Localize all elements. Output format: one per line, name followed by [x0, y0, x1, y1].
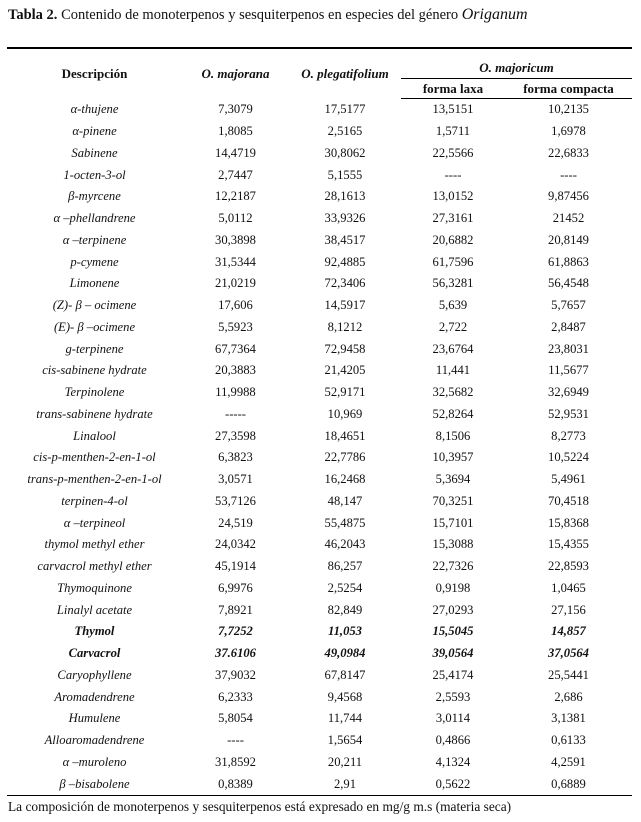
table-row — [7, 186, 632, 208]
table-row — [7, 708, 632, 730]
compound-name: β –bisabolene — [7, 773, 182, 795]
table-row — [7, 404, 632, 426]
value-forma-laxa: 8,1506 — [435, 428, 471, 443]
value-forma-laxa: 5,3694 — [435, 472, 471, 487]
compound-name: Linalool — [73, 428, 116, 443]
value-forma-laxa: 0,5622 — [401, 773, 505, 795]
value-o-majorana: 21,0219 — [215, 276, 256, 291]
value-o-plegatifolium: 28,1613 — [324, 189, 366, 204]
value-forma-compacta: 61,8863 — [548, 254, 589, 269]
header-o-majoricum: O. majoricum — [401, 48, 632, 79]
value-forma-compacta: 2,686 — [554, 689, 583, 704]
value-forma-compacta: 37,0564 — [548, 646, 589, 661]
value-forma-laxa: 32,5682 — [432, 385, 474, 400]
value-o-plegatifolium: 20,211 — [327, 754, 363, 769]
caption-label: Tabla 2. — [8, 7, 58, 23]
value-forma-compacta: 2,8487 — [551, 319, 586, 334]
value-forma-compacta: 14,857 — [551, 624, 586, 639]
value-o-majorana: 31,5344 — [215, 254, 256, 269]
value-forma-compacta: 5,4961 — [551, 472, 586, 487]
value-o-majorana: 24,519 — [218, 515, 253, 530]
value-forma-compacta: 25,5441 — [548, 667, 589, 682]
compound-name: Limonene — [69, 276, 120, 291]
compound-name: α –terpineol — [63, 515, 126, 530]
value-o-majorana: 1,8085 — [218, 124, 253, 139]
value-o-plegatifolium: 18,4651 — [324, 428, 366, 443]
value-forma-compacta: 10,5224 — [548, 450, 589, 465]
value-forma-laxa: 0,4866 — [435, 733, 471, 748]
value-forma-laxa: 22,7326 — [432, 559, 474, 574]
value-forma-compacta: 70,4518 — [548, 493, 589, 508]
value-forma-laxa: ---- — [444, 167, 462, 182]
compound-name: Aromadendrene — [54, 689, 135, 704]
value-o-majorana: 17,606 — [218, 298, 253, 313]
value-forma-compacta: 1,6978 — [551, 124, 586, 139]
table-row — [7, 121, 632, 143]
value-o-plegatifolium: 48,147 — [327, 493, 363, 508]
compound-name: Sabinene — [71, 145, 118, 160]
value-forma-laxa: 56,3281 — [432, 276, 474, 291]
compound-name: (E)- β –ocimene — [53, 319, 136, 334]
value-o-majorana: 6,2333 — [218, 689, 253, 704]
value-o-majorana: 24,0342 — [215, 537, 256, 552]
table-row — [7, 425, 632, 447]
value-forma-laxa: 2,722 — [438, 319, 468, 334]
value-o-majorana: 20,3883 — [215, 363, 256, 378]
value-o-majorana: 31,8592 — [215, 754, 256, 769]
value-forma-laxa: 4,1324 — [435, 754, 471, 769]
value-o-majorana: 7,7252 — [218, 624, 253, 639]
value-o-majorana: ---- — [227, 733, 244, 748]
table-row — [7, 730, 632, 752]
value-forma-compacta: 23,8031 — [548, 341, 589, 356]
compound-name: cis-sabinene hydrate — [42, 363, 147, 378]
value-o-plegatifolium: 72,3406 — [324, 276, 366, 291]
header-forma-laxa: forma laxa — [401, 79, 505, 99]
compound-name: cis-p-menthen-2-en-1-ol — [33, 450, 156, 465]
compound-name: Terpinolene — [64, 385, 125, 400]
value-o-majorana: 30,3898 — [215, 232, 256, 247]
header-description: Descripción — [61, 65, 128, 81]
value-forma-laxa: 0,9198 — [435, 580, 471, 595]
value-forma-laxa: 25,4174 — [432, 667, 474, 682]
compound-name: carvacrol methyl ether — [37, 559, 152, 574]
compound-name: β-myrcene — [68, 189, 121, 204]
value-forma-compacta: 11,5677 — [548, 363, 589, 378]
value-o-majorana: 27,3598 — [215, 428, 256, 443]
value-forma-laxa: 61,7596 — [432, 254, 474, 269]
value-o-majorana: 11,9988 — [215, 385, 256, 400]
compound-name: p-cymene — [70, 254, 119, 269]
value-o-plegatifolium: 5,1555 — [327, 167, 363, 182]
value-forma-laxa: 1,5711 — [435, 124, 471, 139]
value-o-plegatifolium: 2,5254 — [327, 580, 363, 595]
value-o-plegatifolium: 82,849 — [327, 602, 363, 617]
value-o-plegatifolium: 46,2043 — [324, 537, 366, 552]
value-o-majorana: 5,8054 — [218, 711, 253, 726]
value-forma-compacta: 21452 — [552, 211, 585, 226]
value-forma-compacta: 22,6833 — [548, 145, 589, 160]
compound-name: α –muroleno — [62, 754, 127, 769]
table-row — [7, 469, 632, 491]
compound-name: trans-p-menthen-2-en-1-ol — [27, 472, 162, 487]
value-o-plegatifolium: 92,4885 — [324, 254, 366, 269]
value-forma-compacta: 3,1381 — [551, 711, 586, 726]
value-forma-compacta: 0,6133 — [551, 733, 586, 748]
value-forma-laxa: 13,0152 — [432, 189, 474, 204]
value-forma-compacta: ---- — [560, 167, 577, 182]
value-forma-laxa: 15,7101 — [432, 515, 474, 530]
table-row — [7, 621, 632, 643]
value-forma-compacta: 9,87456 — [548, 189, 589, 204]
value-o-plegatifolium: 52,9171 — [324, 385, 366, 400]
table-row — [7, 556, 632, 578]
composition-table — [7, 47, 632, 796]
value-o-majorana: 5,5923 — [218, 319, 253, 334]
value-o-majorana: 14,4719 — [215, 145, 256, 160]
value-forma-laxa: 52,8264 — [432, 406, 474, 421]
compound-name: Alloaromadendrene — [44, 733, 145, 748]
compound-name: Carvacrol — [68, 646, 121, 661]
table-row — [7, 665, 632, 687]
compound-name: α-thujene — [70, 102, 119, 117]
value-o-plegatifolium: 14,5917 — [324, 298, 366, 313]
value-forma-laxa: 20,6882 — [432, 232, 474, 247]
table-row — [7, 338, 632, 360]
table-body — [7, 99, 632, 796]
compound-name: Linalyl acetate — [56, 602, 133, 617]
compound-name: 1-octen-3-ol — [63, 167, 126, 182]
compound-name: trans-sabinene hydrate — [36, 406, 153, 421]
table-row — [7, 686, 632, 708]
value-forma-compacta: 10,2135 — [548, 102, 589, 117]
value-o-majorana: 7,8921 — [218, 602, 253, 617]
value-o-majorana: 37,9032 — [215, 667, 256, 682]
table-footnote: La composición de monoterpenos y sesquiterpenos está expresado en mg/g m.s (materia seca) — [8, 799, 512, 814]
value-o-plegatifolium: 38,4517 — [324, 232, 366, 247]
value-o-majorana: ----- — [225, 406, 246, 421]
value-forma-compacta: 20,8149 — [548, 232, 589, 247]
table-row — [7, 251, 632, 273]
value-forma-laxa: 5,639 — [438, 298, 468, 313]
value-o-majorana: 2,7447 — [218, 167, 253, 182]
table-row — [7, 360, 632, 382]
value-o-plegatifolium: 21,4205 — [324, 363, 366, 378]
value-o-majorana: 12,2187 — [215, 189, 256, 204]
value-o-majorana: 3,0571 — [218, 472, 253, 487]
table-row — [7, 273, 632, 295]
compound-name: α –phellandrene — [53, 211, 136, 226]
table-row — [7, 447, 632, 469]
caption-text: Contenido de monoterpenos y sesquiterpenos en especies del género — [61, 7, 459, 23]
value-forma-compacta: 56,4548 — [548, 276, 589, 291]
value-forma-laxa: 27,3161 — [432, 211, 474, 226]
value-o-plegatifolium: 11,053 — [328, 624, 362, 639]
value-forma-laxa: 39,0564 — [432, 646, 474, 661]
value-forma-compacta: 5,7657 — [551, 298, 586, 313]
header-o-plegatifolium: O. plegatifolium — [301, 65, 389, 81]
table-row — [7, 534, 632, 556]
table-row — [7, 382, 632, 404]
compound-name: α-pinene — [72, 124, 117, 139]
value-o-plegatifolium: 2,91 — [289, 773, 401, 795]
value-o-plegatifolium: 2,5165 — [327, 124, 363, 139]
value-forma-laxa: 11,441 — [435, 363, 471, 378]
value-o-plegatifolium: 72,9458 — [324, 341, 366, 356]
value-forma-compacta: 15,8368 — [548, 515, 589, 530]
table-row — [7, 143, 632, 165]
value-o-majorana: 6,3823 — [218, 450, 253, 465]
compound-name: terpinen-4-ol — [61, 493, 128, 508]
value-forma-laxa: 13,5151 — [432, 102, 474, 117]
compound-name: (Z)- β – ocimene — [52, 298, 137, 313]
value-o-majorana: 7,3079 — [218, 102, 253, 117]
value-forma-compacta: 22,8593 — [548, 559, 589, 574]
table-row — [7, 752, 632, 774]
value-forma-laxa: 3,0114 — [435, 711, 471, 726]
compound-name: Caryophyllene — [57, 667, 132, 682]
table-row — [7, 317, 632, 339]
value-forma-laxa: 23,6764 — [432, 341, 474, 356]
value-o-plegatifolium: 22,7786 — [324, 450, 366, 465]
value-o-plegatifolium: 55,4875 — [324, 515, 366, 530]
caption-genus: Origanum — [461, 6, 528, 23]
value-o-majorana: 37.6106 — [215, 646, 256, 661]
value-o-plegatifolium: 33,9326 — [324, 211, 366, 226]
table-caption — [8, 6, 528, 24]
value-forma-laxa: 22,5566 — [432, 145, 474, 160]
value-forma-laxa: 15,5045 — [432, 624, 474, 639]
header-forma-compacta: forma compacta — [505, 79, 632, 99]
value-o-plegatifolium: 11,744 — [327, 711, 363, 726]
value-forma-compacta: 27,156 — [551, 602, 586, 617]
table-row — [7, 99, 632, 121]
value-o-plegatifolium: 30,8062 — [324, 145, 366, 160]
header-o-majorana: O. majorana — [201, 65, 270, 81]
value-o-plegatifolium: 67,8147 — [324, 667, 366, 682]
value-o-majorana: 6,9976 — [218, 580, 253, 595]
table-row — [7, 295, 632, 317]
compound-name: Thymoquinone — [57, 580, 132, 595]
table-row — [7, 208, 632, 230]
value-o-plegatifolium: 8,1212 — [327, 319, 363, 334]
table-row — [7, 599, 632, 621]
value-forma-compacta: 8,2773 — [551, 428, 586, 443]
table-row — [7, 512, 632, 534]
value-o-majorana: 45,1914 — [215, 559, 256, 574]
table-row — [7, 164, 632, 186]
value-forma-laxa: 70,3251 — [432, 493, 474, 508]
value-o-plegatifolium: 1,5654 — [327, 733, 363, 748]
value-forma-compacta: 4,2591 — [551, 754, 586, 769]
value-forma-compacta: 32,6949 — [548, 385, 589, 400]
table-row — [7, 643, 632, 665]
compound-name: thymol methyl ether — [44, 537, 145, 552]
value-forma-laxa: 27,0293 — [432, 602, 474, 617]
compound-name: Humulene — [68, 711, 121, 726]
value-o-plegatifolium: 49,0984 — [324, 646, 366, 661]
compound-name: g-terpinene — [65, 341, 124, 356]
value-o-plegatifolium: 16,2468 — [324, 472, 366, 487]
value-o-plegatifolium: 86,257 — [327, 559, 363, 574]
compound-name: α –terpinene — [62, 232, 127, 247]
value-o-majorana: 67,7364 — [215, 341, 256, 356]
value-forma-compacta: 52,9531 — [548, 406, 589, 421]
table-row — [7, 491, 632, 513]
value-forma-laxa: 2,5593 — [435, 689, 471, 704]
value-o-plegatifolium: 10,969 — [327, 406, 363, 421]
value-forma-compacta: 0,6889 — [505, 773, 632, 795]
compound-name: Thymol — [74, 624, 115, 639]
value-o-majorana: 53,7126 — [215, 493, 256, 508]
table-row — [7, 230, 632, 252]
value-o-plegatifolium: 17,5177 — [324, 102, 366, 117]
table-row — [7, 578, 632, 600]
value-forma-compacta: 15,4355 — [548, 537, 589, 552]
table-row — [7, 773, 632, 795]
value-forma-compacta: 1,0465 — [551, 580, 586, 595]
value-o-plegatifolium: 9,4568 — [327, 689, 363, 704]
value-forma-laxa: 15,3088 — [432, 537, 474, 552]
value-o-majorana: 5,0112 — [218, 211, 253, 226]
value-o-majorana: 0,8389 — [182, 773, 289, 795]
value-forma-laxa: 10,3957 — [432, 450, 474, 465]
